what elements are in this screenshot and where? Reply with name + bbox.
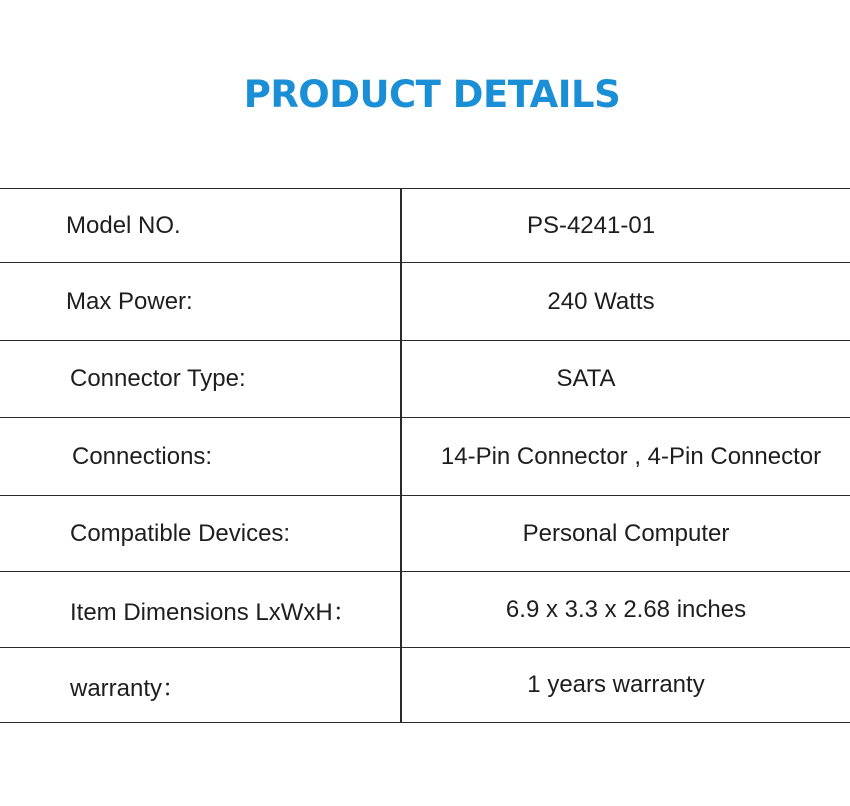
- row-value-item-dimensions: 6.9 x 3.3 x 2.68 inches: [505, 595, 747, 623]
- row-label-model: Model NO.: [66, 211, 181, 239]
- row-label-connector-type: Connector Type:: [70, 365, 246, 392]
- row-label-compatible-devices: Compatible Devices:: [70, 519, 291, 547]
- table-row: [0, 341, 850, 418]
- row-label-item-dimensions: Item Dimensions LxWxH：: [70, 599, 357, 626]
- table-row: [0, 648, 850, 723]
- row-value-compatible-devices: Personal Computer: [522, 519, 730, 547]
- table-row: [0, 496, 850, 572]
- page-title: PRODUCT DETAILS: [243, 73, 621, 116]
- table-row: [0, 418, 850, 496]
- table-row: [0, 572, 850, 648]
- row-value-max-power: 240 Watts: [547, 287, 655, 315]
- table-row: [0, 189, 850, 263]
- row-value-model: PS-4241-01: [526, 211, 656, 239]
- row-label-warranty: warranty：: [70, 674, 187, 702]
- row-value-connections: 14-Pin Connector , 4-Pin Connector: [440, 442, 822, 470]
- row-label-max-power: Max Power:: [66, 287, 193, 315]
- column-divider: [400, 188, 402, 723]
- row-value-warranty: 1 years warranty: [527, 671, 705, 698]
- row-value-connector-type: SATA: [556, 365, 616, 392]
- product-details-table: [0, 188, 850, 723]
- table-row: [0, 263, 850, 341]
- row-label-connections: Connections:: [72, 442, 213, 470]
